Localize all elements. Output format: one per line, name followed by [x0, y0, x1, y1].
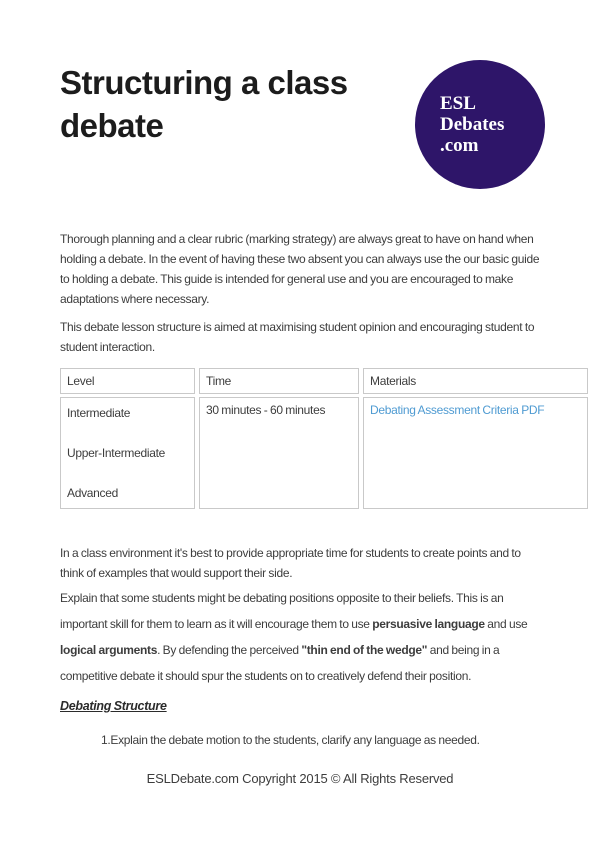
copyright-footer: ESLDebate.com Copyright 2015 © All Rights Reserved: [146, 771, 454, 786]
table-header-row: [60, 368, 588, 394]
body-p2-segment-3: . By defending the perceived: [157, 643, 302, 657]
level-advanced: Advanced: [67, 486, 118, 500]
esl-debates-logo: [415, 60, 545, 189]
body-p2-segment-1: Explain that some students might be debating positions opposite to their beliefs. This is an important skill for them to learn as it will encourage them to use: [60, 591, 504, 631]
page-header: [0, 0, 600, 189]
level-cell: [60, 397, 195, 509]
body-p2-bold-thin-end-of-wedge: "thin end of the wedge": [301, 643, 428, 657]
body-p2-segment-4: and being in a competitive debate it should spur the students on to creatively defend their position.: [60, 643, 500, 683]
debating-structure-heading: Debating Structure: [60, 699, 167, 713]
logo-text-line3: .com: [440, 135, 479, 156]
table-row: [60, 397, 588, 509]
table-header-level: Level: [60, 368, 195, 394]
table-header-time: Time: [199, 368, 359, 394]
body-p2-bold-persuasive-language: persuasive language: [372, 617, 485, 631]
level-intermediate: Intermediate: [67, 406, 131, 420]
body-paragraph-1: In a class environment it's best to provide appropriate time for students to create points and to think of examples that would support their side.: [60, 546, 521, 580]
intro-paragraph-2: This debate lesson structure is aimed at maximising student opinion and encouraging student to student interaction.: [60, 320, 535, 354]
level-upper-intermediate: Upper-Intermediate: [67, 446, 165, 460]
logo-text-line2: Debates: [440, 114, 505, 135]
structure-list-item-1: 1.Explain the debate motion to the students, clarify any language as needed.: [101, 733, 480, 747]
materials-cell: [363, 397, 588, 509]
lesson-info-table: [56, 365, 592, 512]
body-p2-bold-logical-arguments: logical arguments: [60, 643, 158, 657]
body-p2-segment-2: and use: [484, 617, 528, 631]
debating-assessment-criteria-link[interactable]: Debating Assessment Criteria PDF: [370, 403, 545, 417]
page-title: Structuring a class debate: [60, 64, 348, 144]
body-paragraph-2: [60, 585, 542, 689]
intro-paragraph-1: Thorough planning and a clear rubric (marking strategy) are always great to have on hand when holding a debate. In the event of having these two absent you can always use the our basic guide to holding a debate. This guide is intended for general use and you are encouraged to make adaptations where necessary.: [60, 232, 540, 306]
logo-text-line1: ESL: [440, 93, 476, 114]
time-cell: 30 minutes - 60 minutes: [199, 397, 359, 509]
table-header-materials: Materials: [363, 368, 588, 394]
page-content: [0, 229, 600, 750]
